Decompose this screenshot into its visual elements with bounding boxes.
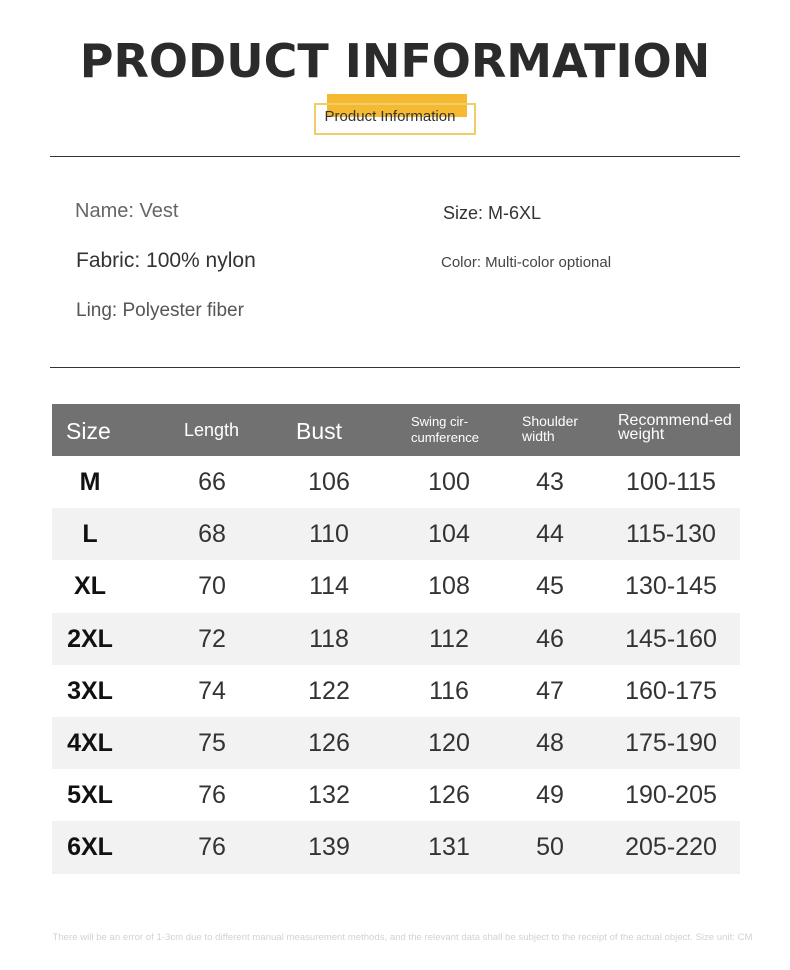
measurement-disclaimer: There will be an error of 1-3cm due to different manual measurement methods, and the relevant data shall be subject to the receipt of the actual object. Size unit: CM: [52, 932, 753, 943]
cell-length: 76: [198, 833, 226, 862]
table-row: [52, 456, 740, 508]
info-name: Name: Vest: [75, 200, 179, 222]
cell-size: 2XL: [67, 624, 113, 653]
cell-bust: 110: [309, 520, 349, 549]
cell-weight: 190-205: [625, 781, 717, 810]
table-body: [52, 456, 740, 874]
table-row: [52, 717, 740, 769]
cell-bust: 122: [308, 676, 350, 705]
cell-size: 6XL: [67, 833, 113, 862]
cell-size: XL: [74, 572, 106, 601]
cell-length: 66: [198, 468, 226, 496]
cell-size: 3XL: [67, 676, 113, 705]
cell-swing: 104: [428, 520, 470, 549]
table-row: [52, 769, 740, 821]
cell-bust: 118: [309, 624, 349, 653]
table-row: [52, 508, 740, 560]
page-title: PRODUCT INFORMATION: [79, 34, 711, 88]
cell-bust: 106: [308, 468, 350, 496]
table-row: [52, 613, 740, 665]
cell-length: 70: [198, 572, 226, 601]
cell-shoulder: 46: [536, 624, 564, 653]
table-row: [52, 560, 740, 612]
info-color: Color: Multi-color optional: [441, 254, 612, 271]
column-header-shoulder-width: Shoulder width: [522, 413, 579, 444]
cell-weight: 115-130: [626, 520, 716, 549]
cell-swing: 108: [428, 572, 470, 601]
cell-weight: 100-115: [626, 468, 716, 496]
cell-size: 4XL: [67, 728, 113, 757]
cell-size: 5XL: [67, 781, 113, 810]
badge-label: Product Information: [324, 108, 456, 125]
column-header-recommended-weight: Recommend-ed weight: [618, 412, 732, 443]
column-header-swing-circumference: Swing cir-cumference: [411, 414, 479, 445]
cell-shoulder: 50: [536, 833, 564, 862]
cell-length: 68: [198, 520, 226, 549]
cell-length: 76: [198, 781, 226, 810]
table-row: [52, 821, 740, 873]
cell-weight: 130-145: [625, 572, 717, 601]
cell-swing: 100: [428, 468, 470, 496]
info-lining: Ling: Polyester fiber: [76, 300, 244, 321]
column-header-size: Size: [66, 418, 111, 444]
column-header-length: Length: [184, 420, 240, 440]
cell-size: L: [82, 520, 98, 549]
size-chart-table: [52, 404, 740, 874]
cell-length: 72: [198, 624, 226, 653]
cell-swing: 131: [428, 833, 470, 862]
cell-bust: 114: [309, 572, 349, 601]
cell-bust: 139: [308, 833, 350, 862]
cell-shoulder: 48: [536, 728, 564, 757]
cell-swing: 112: [429, 624, 469, 653]
info-size: Size: M-6XL: [443, 203, 542, 223]
cell-swing: 120: [428, 728, 470, 757]
cell-shoulder: 44: [536, 520, 564, 549]
cell-swing: 116: [429, 676, 469, 705]
cell-swing: 126: [428, 781, 470, 810]
cell-shoulder: 45: [536, 572, 564, 601]
cell-weight: 205-220: [625, 833, 717, 862]
cell-length: 75: [198, 728, 226, 757]
table-row: [52, 665, 740, 717]
cell-shoulder: 47: [536, 676, 564, 705]
table-header: [52, 404, 740, 456]
cell-weight: 145-160: [625, 624, 717, 653]
cell-shoulder: 49: [536, 781, 564, 810]
cell-size: M: [79, 468, 101, 496]
cell-weight: 175-190: [625, 728, 717, 757]
cell-shoulder: 43: [536, 468, 564, 496]
cell-bust: 126: [308, 728, 350, 757]
cell-length: 74: [198, 676, 226, 705]
column-header-bust: Bust: [296, 418, 343, 444]
top-divider: [50, 156, 740, 157]
info-fabric: Fabric: 100% nylon: [76, 249, 256, 272]
cell-bust: 132: [308, 781, 350, 810]
cell-weight: 160-175: [625, 676, 717, 705]
bottom-divider: [50, 367, 740, 368]
